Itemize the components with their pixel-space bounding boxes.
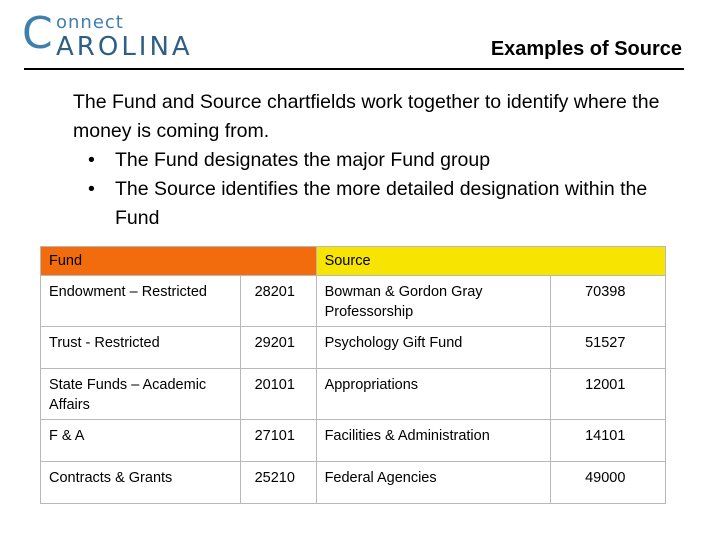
intro-paragraph: The Fund and Source chartfields work together to identify where the money is coming from.: [73, 91, 660, 142]
bullet-text: The Fund designates the major Fund group: [115, 149, 491, 171]
bullet-dot: •: [88, 149, 95, 171]
fund-name-cell: State Funds – Academic Affairs: [41, 369, 241, 420]
source-name-cell: Federal Agencies: [316, 462, 551, 504]
source-name-cell: Appropriations: [316, 369, 551, 420]
fund-code-cell: 27101: [240, 420, 316, 462]
table-row: [41, 462, 666, 504]
table-row: [41, 420, 666, 462]
fund-name-cell: F & A: [41, 420, 241, 462]
logo-c: C: [22, 8, 53, 59]
slide-title: Examples of Source: [490, 38, 682, 60]
logo-connect: onnect: [56, 12, 124, 33]
fund-name-cell: Trust - Restricted: [41, 327, 241, 369]
bullet-dot: •: [88, 178, 95, 200]
source-code-cell: 51527: [551, 327, 666, 369]
fund-name-cell: Contracts & Grants: [41, 462, 241, 504]
table-row: [41, 327, 666, 369]
connect-carolina-logo: [22, 10, 222, 62]
source-code-cell: 70398: [551, 276, 666, 327]
source-name-cell: Facilities & Administration: [316, 420, 551, 462]
bullet-item: [73, 175, 673, 233]
fund-name-cell: Endowment – Restricted: [41, 276, 241, 327]
table-row: [41, 369, 666, 420]
fund-header: Fund: [41, 247, 317, 276]
intro-bullets: [73, 146, 673, 233]
source-name-cell: Bowman & Gordon Gray Professorship: [316, 276, 551, 327]
source-header: Source: [316, 247, 665, 276]
logo-arolina: AROLINA: [56, 32, 193, 62]
source-code-cell: 14101: [551, 420, 666, 462]
title-divider: [24, 68, 684, 70]
bullet-item: [73, 146, 673, 175]
table-row: [41, 276, 666, 327]
source-code-cell: 49000: [551, 462, 666, 504]
fund-code-cell: 20101: [240, 369, 316, 420]
fund-source-table: [40, 246, 666, 504]
source-name-cell: Psychology Gift Fund: [316, 327, 551, 369]
source-code-cell: 12001: [551, 369, 666, 420]
bullet-text: The Source identifies the more detailed designation within the Fund: [115, 178, 648, 229]
fund-code-cell: 25210: [240, 462, 316, 504]
intro-text-block: [73, 88, 673, 233]
fund-code-cell: 28201: [240, 276, 316, 327]
fund-code-cell: 29201: [240, 327, 316, 369]
